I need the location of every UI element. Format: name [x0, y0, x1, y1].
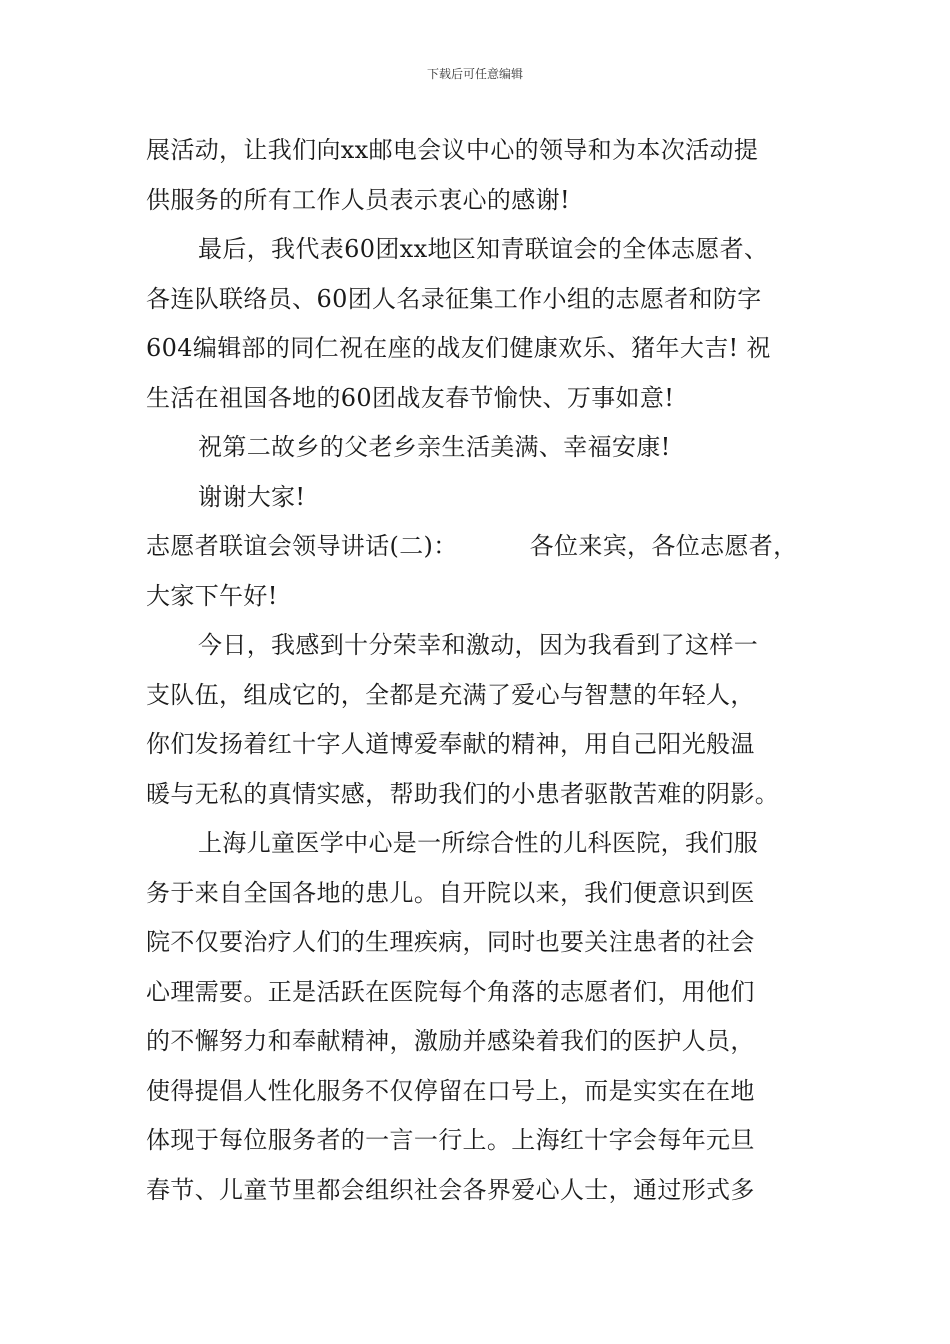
section-heading-line — [146, 522, 816, 572]
text-line: 支队伍，组成它的，全都是充满了爱心与智慧的年轻人， — [146, 680, 755, 709]
document-body — [146, 126, 816, 1215]
text-line: 的不懈努力和奉献精神，激励并感染着我们的医护人员， — [146, 1027, 755, 1055]
text-line: 暖与无私的真情实感，帮助我们的小患者驱散苦难的阴影。 — [146, 779, 780, 808]
text-line: 604编辑部的同仁祝在座的战友们健康欢乐、猪年大吉! 祝 — [146, 334, 771, 362]
text-line: 展活动，让我们向xx邮电会议中心的领导和为本次活动提 — [146, 136, 759, 164]
text-line: 各连队联络员、60团人名录征集工作小组的志愿者和防字 — [146, 284, 762, 313]
text-line: 生活在祖国各地的60团战友春节愉快、万事如意! — [146, 383, 675, 412]
text-line: 务于来自全国各地的患儿。自开院以来，我们便意识到医 — [146, 878, 755, 907]
text-line: 春节、儿童节里都会组织社会各界爱心人士，通过形式多 — [146, 1175, 755, 1204]
text-line: 供服务的所有工作人员表示衷心的感谢! — [146, 185, 570, 214]
text-line: 祝第二故乡的父老乡亲生活美满、幸福安康! — [198, 433, 671, 461]
page-header: 下载后可任意编辑 — [426, 67, 523, 81]
text-line: 大家下午好! — [146, 581, 278, 610]
text-line: 你们发扬着红十字人道博爱奉献的精神，用自己阳光般温 — [146, 730, 755, 758]
text-line: 心理需要。正是活跃在医院每个角落的志愿者们，用他们 — [146, 977, 755, 1006]
greeting-text: 各位来宾，各位志愿者， — [529, 532, 798, 560]
text-line: 今日，我感到十分荣幸和激动，因为我看到了这样一 — [198, 631, 759, 659]
text-line: 体现于每位服务者的一言一行上。上海红十字会每年元旦 — [146, 1126, 755, 1154]
text-line: 最后，我代表60团xx地区知青联谊会的全体志愿者、 — [198, 235, 769, 263]
text-line: 上海儿童医学中心是一所综合性的儿科医院，我们服 — [198, 829, 759, 857]
text-line: 谢谢大家! — [198, 482, 306, 511]
section-heading: 志愿者联谊会领导讲话(二)： — [146, 532, 458, 560]
text-line: 使得提倡人性化服务不仅停留在口号上，而是实实在在地 — [146, 1076, 755, 1105]
text-line: 院不仅要治疗人们的生理疾病，同时也要关注患者的社会 — [146, 928, 755, 956]
